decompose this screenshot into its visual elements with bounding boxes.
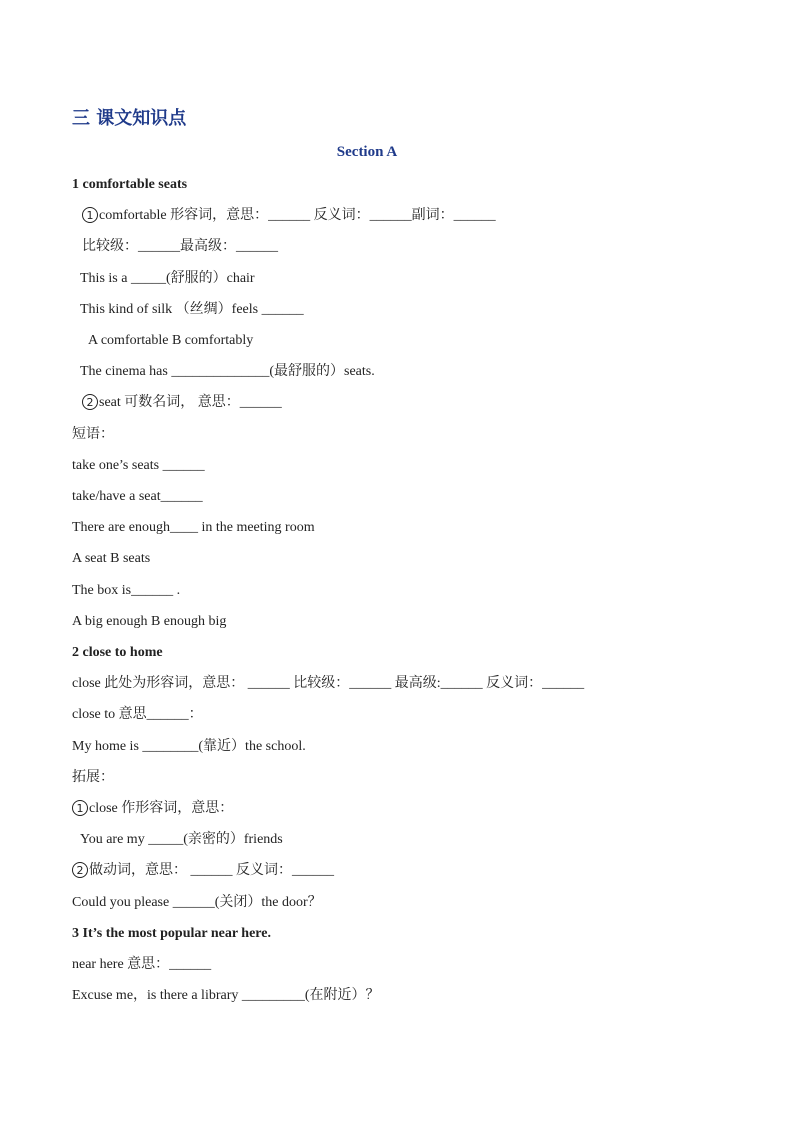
line-item1-choices xyxy=(88,331,253,351)
line-text: close 此处为形容词，意思： ______ 比较级：______ 最高级:______ 反义词：______ xyxy=(72,676,585,692)
line-item2-ex1 xyxy=(72,737,306,757)
line-phrase1 xyxy=(72,456,205,476)
line-text: The box is______ . xyxy=(72,582,181,598)
line-item1-ex5 xyxy=(72,581,180,601)
line-text: 做动词，意思： ______ 反义词：______ xyxy=(89,863,334,879)
line-extend-ex2 xyxy=(72,893,322,913)
line-text: You are my _____(亲密的）friends xyxy=(80,832,283,848)
page-heading: 三 课文知识点 xyxy=(72,108,187,129)
line-text: A seat B seats xyxy=(72,551,151,567)
circled-number: 1 xyxy=(72,800,88,816)
circled-number: 2 xyxy=(82,394,98,410)
line-text: 1 comfortable seats xyxy=(72,177,188,192)
line-text: Excuse me，is there a library _________(在附近）？ xyxy=(72,988,380,1004)
line-text: seat 可数名词， 意思：______ xyxy=(99,395,282,411)
line-extend-sub1 xyxy=(72,799,233,819)
line-item3-ex1 xyxy=(72,986,380,1006)
line-text: My home is ________(靠近）the school. xyxy=(72,738,306,754)
line-text: take/have a seat______ xyxy=(72,489,203,504)
line-item3-title xyxy=(72,924,271,944)
circled-number: 2 xyxy=(72,862,88,878)
line-text: A comfortable B comfortably xyxy=(88,333,254,348)
line-text: Could you please ______(关闭）the door？ xyxy=(72,894,322,910)
line-text: 2 close to home xyxy=(72,645,163,660)
line-text: 短语： xyxy=(72,426,114,442)
line-text: close to 意思______： xyxy=(72,707,203,723)
line-item1-sub1 xyxy=(82,206,496,226)
line-item1-compare xyxy=(82,237,278,257)
line-item1-sub2 xyxy=(82,393,282,413)
circled-number: 1 xyxy=(82,207,98,223)
section-title: Section A xyxy=(336,144,398,160)
line-item2-def xyxy=(72,674,584,694)
line-text: This kind of silk （丝绸）feels ______ xyxy=(80,301,304,317)
line-text: near here 意思：______ xyxy=(72,957,212,972)
line-item2-title xyxy=(72,643,163,663)
line-text: This is a _____(舒服的）chair xyxy=(80,270,255,286)
line-extend-label xyxy=(72,768,114,788)
line-item1-ex4-choices xyxy=(72,549,150,569)
line-item1-ex3 xyxy=(80,362,375,382)
line-item1-ex1 xyxy=(80,269,255,289)
line-phrase2 xyxy=(72,487,203,507)
line-item3-def xyxy=(72,955,211,975)
line-extend-ex1 xyxy=(80,830,283,850)
line-item1-ex5-choices xyxy=(72,612,226,632)
line-extend-sub2 xyxy=(72,861,334,881)
line-phrases-label xyxy=(72,425,114,445)
line-text: 比较级：______最高级：______ xyxy=(82,239,278,255)
line-text: The cinema has ______________(最舒服的）seats. xyxy=(80,364,375,380)
line-item1-ex2 xyxy=(80,300,304,320)
line-item1-ex4 xyxy=(72,518,315,538)
line-text: 拓展： xyxy=(72,769,114,785)
line-text: close 作形容词，意思： xyxy=(89,801,234,816)
line-item2-phrase xyxy=(72,705,203,725)
line-text: A big enough B enough big xyxy=(72,613,227,629)
line-text: There are enough____ in the meeting room xyxy=(72,520,315,536)
line-text: 3 It’s the most popular near here. xyxy=(72,925,271,941)
line-text: comfortable 形容词，意思：______ 反义词：______副词：______ xyxy=(99,208,496,224)
line-item1-title xyxy=(72,175,187,195)
line-text: take one’s seats ______ xyxy=(72,457,205,473)
